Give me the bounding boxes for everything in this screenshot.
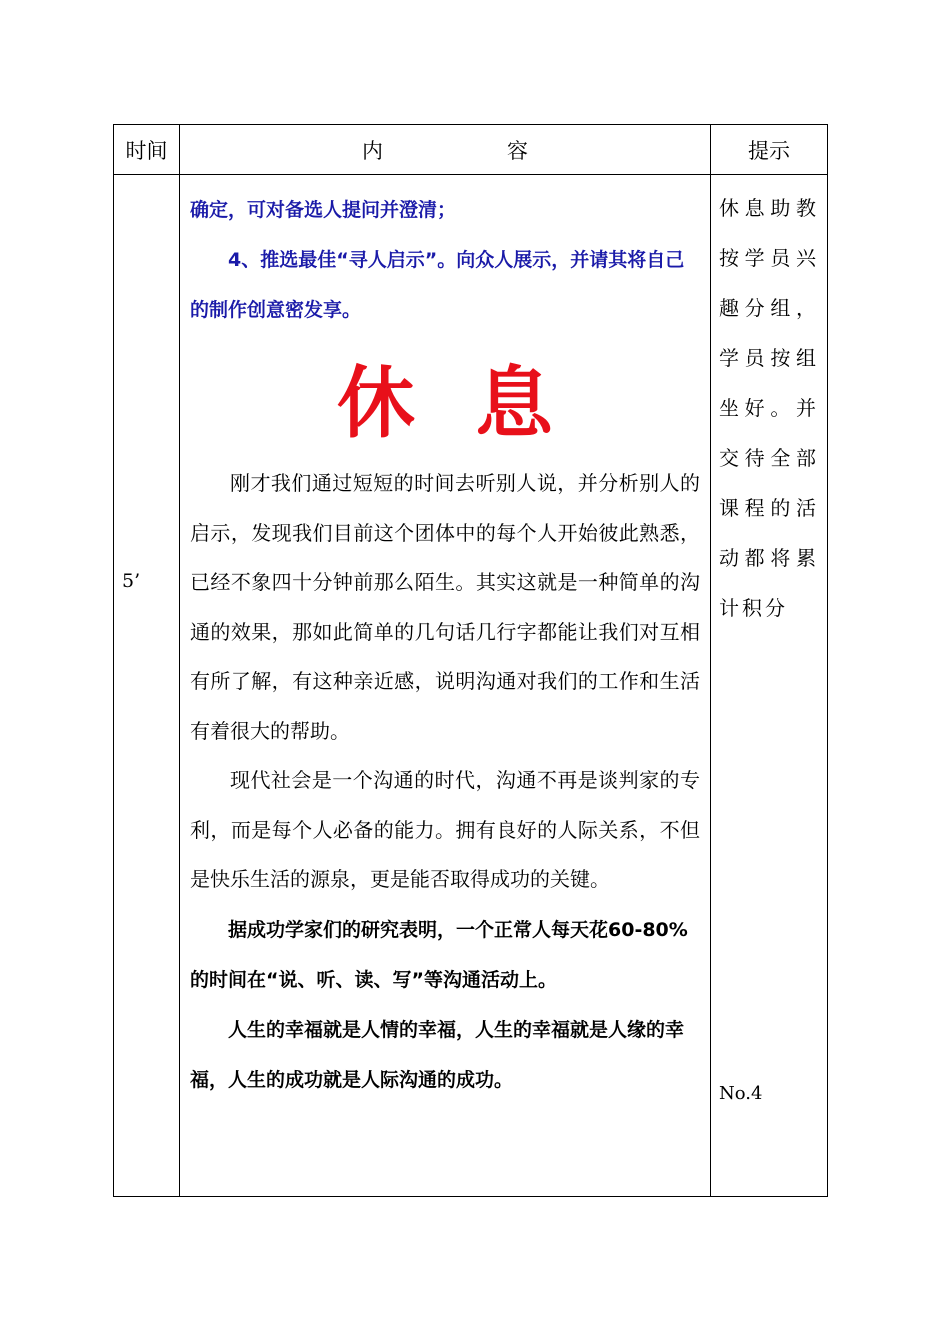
tip-cell xyxy=(711,175,828,1197)
instruction-line-1: 确定，可对备选人提问并澄清； xyxy=(190,199,457,221)
instruction-line-2: 4、推选最佳“寻人启示”。向众人展示，并请其将自己的制作创意密发享。 xyxy=(190,249,685,321)
content-cell xyxy=(180,175,711,1197)
bold-paragraph-1: 据成功学家们的研究表明，一个正常人每天花60-80%的时间在“说、听、读、写”等沟通活动上。 xyxy=(190,918,688,991)
time-value: 5’ xyxy=(122,569,141,592)
page-number: No.4 xyxy=(719,1083,763,1104)
paragraph-2: 现代社会是一个沟通的时代，沟通不再是谈判家的专利，而是每个人必备的能力。拥有良好的人际关系，不但是快乐生活的源泉，更是能否取得成功的关键。 xyxy=(190,768,700,891)
table-header-row xyxy=(114,125,828,175)
header-content-right: 容 xyxy=(507,138,528,163)
tip-text: 休息助教按学员兴趣分组，学员按组坐好。并交待全部课程的活动都将累计积分 xyxy=(719,196,819,620)
header-tip: 提示 xyxy=(711,125,828,175)
header-content-left: 内 xyxy=(362,138,383,163)
lesson-plan-table xyxy=(113,124,828,1197)
header-time: 时间 xyxy=(114,125,180,175)
bold-paragraph-2: 人生的幸福就是人情的幸福，人生的幸福就是人缘的幸福，人生的成功就是人际沟通的成功。 xyxy=(190,1018,685,1091)
time-cell xyxy=(114,175,180,1197)
table-row xyxy=(114,175,828,1197)
paragraph-1: 刚才我们通过短短的时间去听别人说，并分析别人的启示，发现我们目前这个团体中的每个人开始彼此熟悉，已经不象四十分钟前那么陌生。其实这就是一种简单的沟通的效果，那如此简单的几句话几行字都能让我们对互相有所了解，有这种亲近感，说明沟通对我们的工作和生活有着很大的帮助。 xyxy=(190,471,700,743)
header-content xyxy=(180,125,711,175)
break-title: 休息 xyxy=(336,359,613,449)
